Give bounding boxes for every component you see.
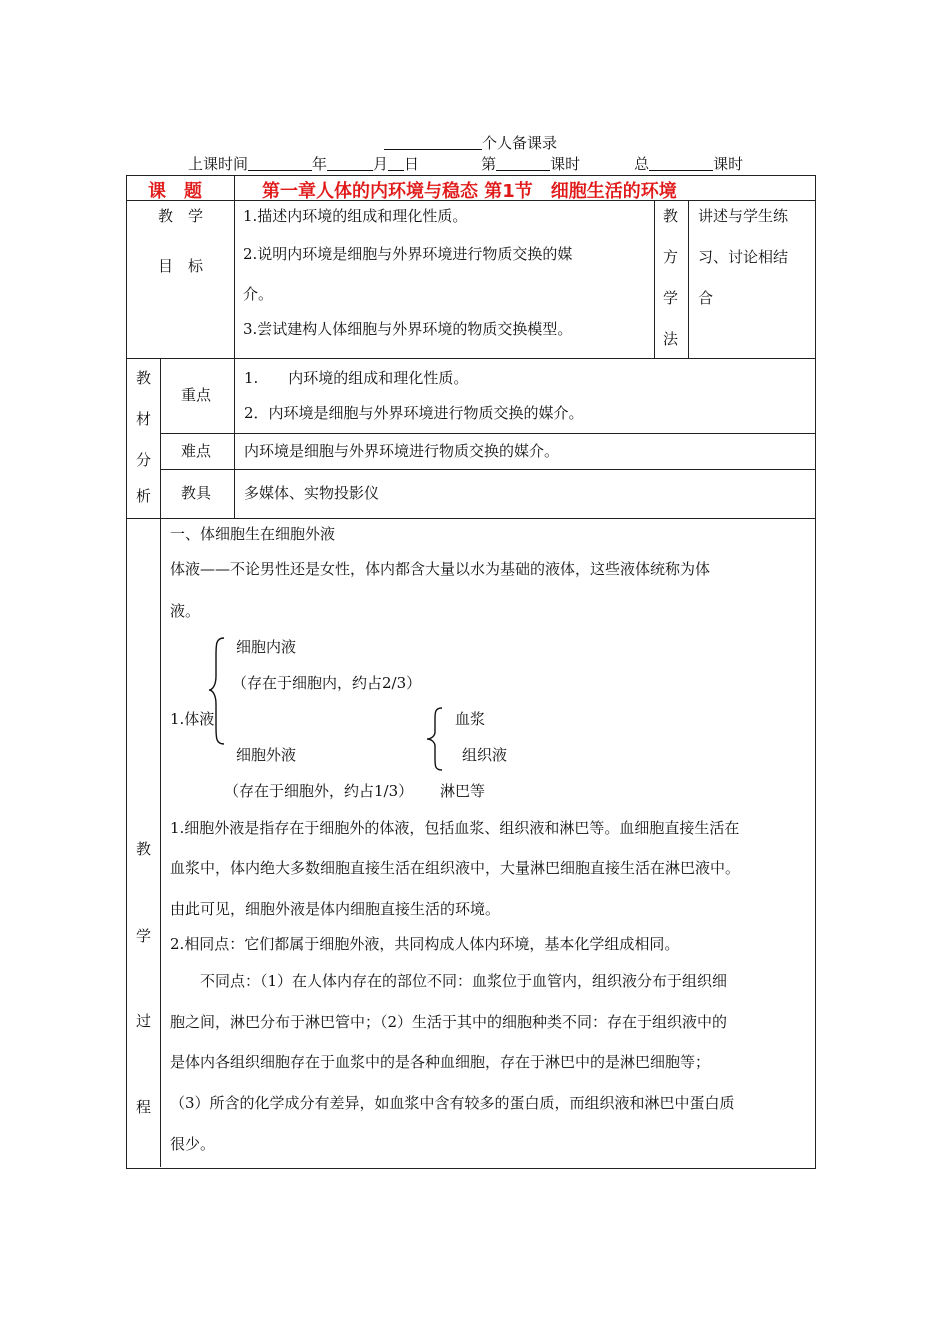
- diagram-extracellular-note: （存在于细胞外，约占1/3）: [224, 782, 414, 800]
- difficult-value: 内环境是细胞与外界环境进行物质交换的媒介。: [244, 442, 560, 460]
- name-blank: [384, 135, 482, 150]
- blank-month: [327, 156, 373, 171]
- diagram-tissue-fluid: 组织液: [462, 746, 508, 764]
- blank-total: [649, 156, 713, 171]
- diagram-root: 1.体液: [170, 710, 215, 728]
- paragraph-line: 胞之间，淋巴分布于淋巴管中；（2）生活于其中的细胞种类不同：存在于组织液中的: [170, 1013, 728, 1031]
- goals-label-line1: 教 学: [158, 207, 204, 225]
- method-line: 合: [698, 289, 714, 307]
- goal-item-1: 1.描述内环境的组成和理化性质。: [243, 207, 468, 225]
- diagram-plasma: 血浆: [455, 710, 486, 728]
- goals-label-line2: 目 标: [158, 257, 204, 275]
- paragraph-line: 不同点：（1）在人体内存在的部位不同：血浆位于血管内，组织液分布于组织细: [170, 972, 728, 990]
- tools-label: 教具: [181, 484, 212, 502]
- blank-day: [388, 156, 404, 171]
- rule-topic-divider: [234, 175, 235, 200]
- diagram-intracellular: 细胞内液: [236, 638, 297, 656]
- topic-label: 课 题: [148, 181, 202, 202]
- brace-body-fluid: [208, 636, 228, 746]
- difficult-label: 难点: [181, 442, 212, 460]
- process-label-char: 教: [136, 840, 152, 858]
- paragraph-line: 血浆中，体内绝大多数细胞直接生活在组织液中，大量淋巴细胞直接生活在淋巴液中。: [170, 859, 741, 877]
- goal-item-3: 3.尝试建构人体细胞与外界环境的物质交换模型。: [243, 320, 573, 338]
- page-title: 个人备课录: [384, 132, 557, 153]
- process-label-char: 学: [136, 927, 152, 945]
- definition-line-2: 液。: [170, 602, 201, 620]
- analysis-label-char: 材: [136, 410, 152, 428]
- method-label-char: 法: [663, 330, 679, 348]
- diagram-extracellular: 细胞外液: [236, 746, 297, 764]
- rule-analysis-bottom: [126, 518, 815, 519]
- key-item-2: 2．内环境是细胞与外界环境进行物质交换的媒介。: [244, 404, 584, 422]
- method-line: 习、讨论相结: [698, 248, 789, 266]
- rule-key-bottom: [160, 433, 815, 434]
- analysis-label-char: 分: [136, 451, 152, 469]
- rule-analysis-divider: [234, 358, 235, 518]
- process-label-char: 过: [136, 1012, 152, 1030]
- paragraph-line: （3）所含的化学成分有差异，如血浆中含有较多的蛋白质，而组织液和淋巴中蛋白质: [170, 1094, 735, 1112]
- class-time-line: 上课时间 年 月 日 第 课时 总 课时: [188, 155, 744, 173]
- rule-goals-bottom: [126, 358, 815, 359]
- paragraph-line: 2.相同点：它们都属于细胞外液，共同构成人体内环境，基本化学组成相同。: [170, 935, 680, 953]
- diagram-lymph: 淋巴等: [440, 782, 486, 800]
- diagram-intracellular-note: （存在于细胞内，约占2/3）: [232, 674, 422, 692]
- paragraph-line: 很少。: [170, 1135, 216, 1153]
- rule-method-right: [688, 200, 689, 358]
- analysis-label-char: 析: [136, 487, 152, 505]
- blank-period: [496, 156, 550, 171]
- rule-difficult-bottom: [160, 469, 815, 470]
- process-heading: 一、体细胞生在细胞外液: [170, 525, 336, 543]
- method-line: 讲述与学生练: [698, 207, 789, 225]
- topic-value: 第一章人体的内环境与稳态 第1节 细胞生活的环境: [262, 181, 677, 202]
- blank-year: [248, 156, 312, 171]
- brace-extracellular: [426, 706, 446, 772]
- goal-item-2: 2.说明内环境是细胞与外界环境进行物质交换的媒: [243, 245, 573, 263]
- rule-goals-divider: [234, 200, 235, 358]
- key-label: 重点: [181, 386, 212, 404]
- goal-item-2-cont: 介。: [243, 285, 274, 303]
- process-label-char: 程: [136, 1098, 152, 1116]
- method-label-char: 教: [663, 207, 679, 225]
- method-label-char: 方: [663, 248, 679, 266]
- paragraph-line: 由此可见，细胞外液是体内细胞直接生活的环境。: [170, 900, 501, 918]
- paragraph-line: 1.细胞外液是指存在于细胞外的体液，包括血浆、组织液和淋巴等。血细胞直接生活在: [170, 819, 740, 837]
- method-label-char: 学: [663, 289, 679, 307]
- tools-value: 多媒体、实物投影仪: [244, 484, 380, 502]
- rule-analysis-label: [160, 358, 161, 1167]
- key-item-1: 1. 内环境的组成和理化性质。: [244, 369, 469, 387]
- paragraph-line: 是体内各组织细胞存在于血浆中的是各种血细胞，存在于淋巴中的是淋巴细胞等；: [170, 1053, 711, 1071]
- analysis-label-char: 教: [136, 369, 152, 387]
- definition-line-1: 体液——不论男性还是女性，体内都含大量以水为基础的液体，这些液体统称为体: [170, 560, 711, 578]
- rule-method-left: [654, 200, 655, 358]
